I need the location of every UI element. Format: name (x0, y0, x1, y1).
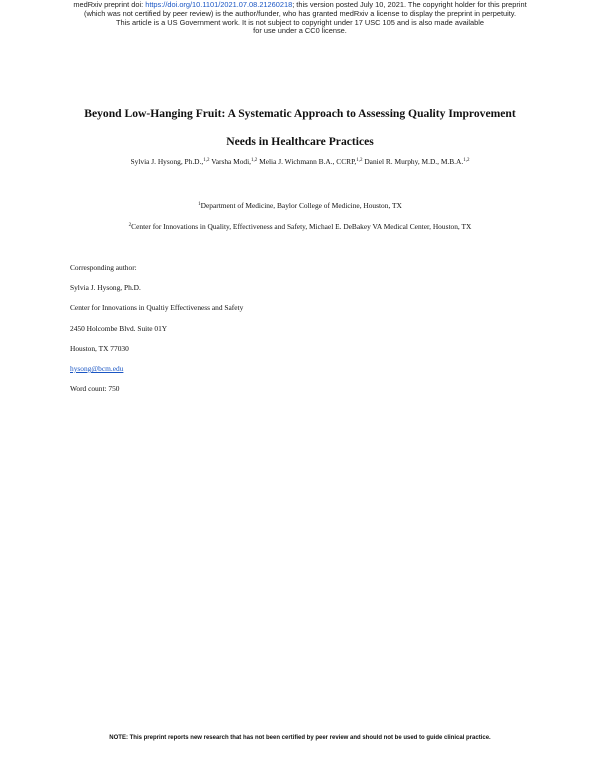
banner-line-3: This article is a US Government work. It is not subject to copyright under 17 USC 105 and is also made available (115, 17, 485, 27)
author-affiliation-marker: 1,2 (251, 158, 258, 163)
corresponding-author-name: Sylvia J. Hysong, Ph.D. (70, 283, 141, 292)
affiliation-number: 2 (128, 223, 132, 228)
author-affiliation-marker: 1,2 (356, 158, 363, 163)
author-affiliation-marker: 1,2 (463, 158, 470, 163)
preprint-footer-note: NOTE: This preprint reports new research that has not been certified by peer review and should not be used to guide clinical practice. (109, 735, 491, 741)
author-affiliation-marker: 1,2 (203, 158, 210, 163)
doi-link[interactable]: https://doi.org/10.1101/2021.07.08.21260218 (145, 0, 293, 9)
paper-title-line-2: Needs in Healthcare Practices (226, 135, 374, 148)
affiliation-text: Department of Medicine, Baylor College of Medicine, Houston, TX (200, 201, 402, 210)
author-name: Daniel R. Murphy, M.D., M.B.A. (364, 157, 464, 166)
author-name: Melia J. Wichmann B.A., CCRP, (259, 157, 357, 166)
corresponding-author-city: Houston, TX 77030 (70, 344, 129, 353)
paper-title-line-1: Beyond Low-Hanging Fruit: A Systematic Approach to Assessing Quality Improvement (84, 107, 516, 120)
author-name: Varsha Modi, (211, 157, 252, 166)
corresponding-author-email[interactable]: hysong@bcm.edu (70, 364, 124, 373)
corresponding-author-org: Center for Innovations in Qualtiy Effectiveness and Safety (70, 303, 244, 312)
affiliation-1 (0, 201, 600, 210)
word-count: Word count: 750 (70, 384, 120, 393)
banner-suffix: ; this version posted July 10, 2021. The copyright holder for this preprint (292, 0, 527, 9)
affiliation-2 (0, 222, 600, 231)
preprint-banner (0, 1, 600, 36)
banner-line-4: for use under a CC0 license. (253, 26, 347, 36)
corresponding-author-heading: Corresponding author: (70, 263, 137, 272)
corresponding-author-address: 2450 Holcombe Blvd. Suite 01Y (70, 324, 168, 333)
author-name: Sylvia J. Hysong, Ph.D., (130, 157, 204, 166)
banner-prefix: medRxiv preprint doi: (73, 0, 146, 9)
banner-line-2: (which was not certified by peer review) is the author/funder, who has granted medRxiv a license to display the preprint in perpetuity. (83, 8, 517, 18)
affiliation-number: 1 (198, 202, 201, 207)
author-list (0, 157, 600, 166)
affiliation-text: Center for Innovations in Quality, Effectiveness and Safety, Michael E. DeBakey VA Medical Center, Houston, TX (131, 222, 472, 231)
